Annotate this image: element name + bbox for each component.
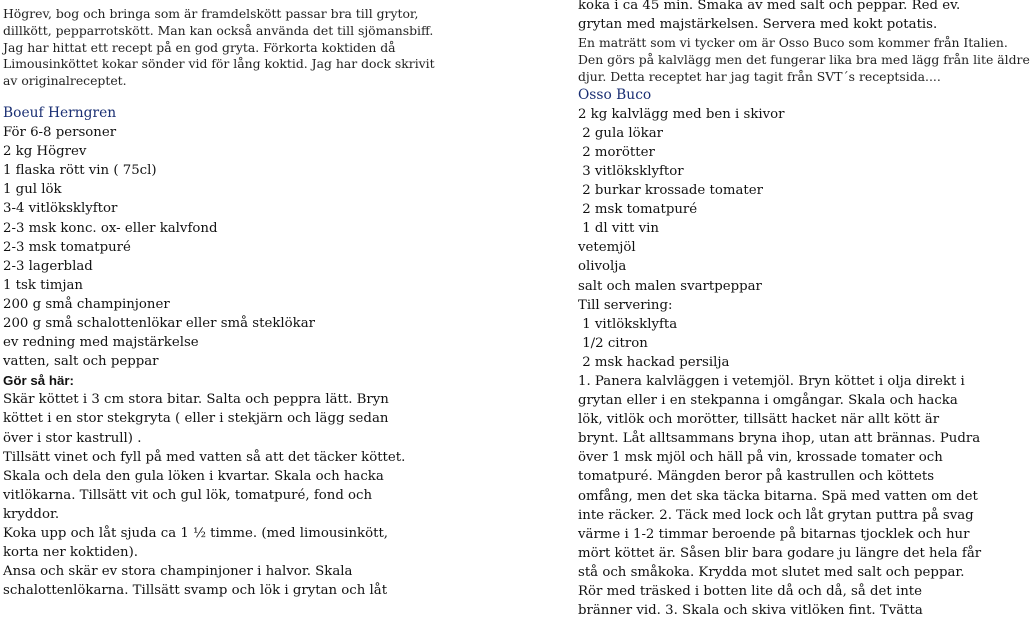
method-line: korta ner koktiden). [3, 545, 139, 561]
ingredient-line: 2-3 lagerblad [3, 258, 93, 274]
method-line: kryddor. [3, 506, 60, 522]
method-line: 1. Panera kalvläggen i vetemjöl. Bryn köttet i olja direkt i [578, 373, 965, 389]
intro-line: Högrev, bog och bringa som är framdelskött passar bra till grytor, [3, 6, 419, 21]
ingredient-line: 1 flaska rött vin ( 75cl) [3, 163, 157, 179]
method-line: vitlökarna. Tillsätt vit och gul lök, tomatpuré, fond och [3, 487, 373, 503]
right-intro [578, 35, 1030, 85]
method-line: tomatpuré. Mängden beror på kastrullen och köttets [578, 469, 935, 485]
ingredient-line: vetemjöl [578, 240, 636, 256]
method-line: över 1 msk mjöl och häll på vin, krossade tomater och [578, 450, 943, 466]
intro-line: Den görs på kalvlägg men det fungerar lika bra med lägg från lite äldre [578, 51, 1030, 67]
method-line: värme i 1-2 timmar beroende på bitarnas tjocklek och hur [578, 526, 970, 542]
method-line: Ansa och skär ev stora champinjoner i halvor. Skala [3, 564, 353, 580]
method-line: stå och småkoka. Krydda mot slutet med salt och peppar. [578, 564, 965, 580]
ingredient-line: 2 morötter [578, 144, 655, 160]
ingredient-line: För 6-8 personer [3, 125, 117, 141]
ingredient-line: Till servering: [578, 297, 673, 313]
ingredient-line: 2 burkar krossade tomater [578, 183, 763, 199]
method-line: mört köttet är. Såsen blir bara godare ju längre det hela får [578, 545, 982, 561]
method-line: Koka upp och låt sjuda ca 1 ½ timme. (med limousinkött, [3, 526, 389, 542]
continued-line: grytan med majstärkelsen. Servera med kokt potatis. [578, 17, 938, 33]
method-line: inte räcker. 2. Täck med lock och låt grytan puttra på svag [578, 507, 974, 523]
ingredient-line: vatten, salt och peppar [3, 354, 159, 370]
method-line: köttet i en stor stekgryta ( eller i stekjärn och lägg sedan [3, 411, 389, 427]
method-line: lök, vitlök och morötter, tillsätt hacket när allt kött är [578, 412, 940, 428]
method-line: schalottenlökarna. Tillsätt svamp och lök i grytan och låt [3, 583, 388, 599]
intro-line: djur. Detta receptet har jag tagit från SVT´s receptsida.... [578, 68, 941, 84]
ingredient-line: 3 vitlöksklyftor [578, 163, 684, 179]
ingredient-line: 1 dl vitt vin [578, 221, 659, 237]
ingredient-line: 2 kg kalvlägg med ben i skivor [578, 106, 785, 122]
continued-line: koka i ca 45 min. Smaka av med salt och peppar. Red ev. [578, 0, 961, 13]
intro-line: Jag har hittat ett recept på en god gryta. Förkorta koktiden då [3, 39, 396, 55]
right-column [578, 0, 1030, 620]
ingredient-line: 2 kg Högrev [3, 144, 87, 160]
recipe-title-osso-buco: Osso Buco [578, 86, 652, 103]
ingredient-line: 2 msk tomatpuré [578, 202, 698, 218]
ingredient-line: 2 gula lökar [578, 125, 663, 141]
intro-line: En maträtt som vi tycker om är Osso Buco som kommer från Italien. [578, 35, 1008, 51]
ingredient-line: olivolja [578, 259, 627, 275]
left-column [3, 6, 473, 600]
ingredient-line: 1 vitlöksklyfta [578, 316, 678, 332]
ingredient-line: 1 tsk timjan [3, 277, 83, 293]
method-line: Skala och dela den gula löken i kvartar. Skala och hacka [3, 468, 384, 484]
method-line: brynt. Låt alltsammans bryna ihop, utan att brännas. Pudra [578, 431, 981, 447]
left-intro [3, 6, 473, 90]
ingredient-line: 2 msk hackad persilja [578, 354, 730, 370]
method-line: över i stor kastrull) . [3, 430, 142, 446]
ingredient-line: 200 g små champinjoner [3, 296, 170, 312]
intro-line: av originalreceptet. [3, 73, 127, 89]
ingredient-line: 2-3 msk tomatpuré [3, 239, 131, 255]
ingredient-line: salt och malen svartpeppar [578, 278, 762, 294]
method-line: bränner vid. 3. Skala och skiva vitlöken fint. Tvätta [578, 603, 923, 619]
ingredient-line: 1 gul lök [3, 182, 62, 198]
recipe-title-boeuf: Boeuf Herngren [3, 104, 117, 121]
ingredient-line: 1/2 citron [578, 335, 648, 351]
intro-line: Limousinköttet kokar sönder vid för lång koktid. Jag har dock skrivit [3, 56, 435, 72]
method-line: Skär köttet i 3 cm stora bitar. Salta och peppra lätt. Bryn [3, 392, 389, 408]
ingredient-line: ev redning med majstärkelse [3, 335, 199, 351]
ingredient-line: 2-3 msk konc. ox- eller kalvfond [3, 220, 218, 236]
intro-line: dillkött, pepparrotskött. Man kan också använda det till sjömansbiff. [3, 22, 434, 38]
method-line: omfång, men det ska täcka bitarna. Spä med vatten om det [578, 488, 978, 504]
method-heading: Gör så här: [3, 373, 74, 389]
method-line: Rör med träsked i botten lite då och då, så det inte [578, 584, 922, 600]
method-line: Tillsätt vinet och fyll på med vatten så att det täcker köttet. [3, 449, 406, 465]
ingredient-line: 3-4 vitlöksklyftor [3, 201, 118, 217]
ingredient-line: 200 g små schalottenlökar eller små steklökar [3, 316, 316, 332]
method-line: grytan eller i en stekpanna i omgångar. Skala och hacka [578, 393, 958, 409]
